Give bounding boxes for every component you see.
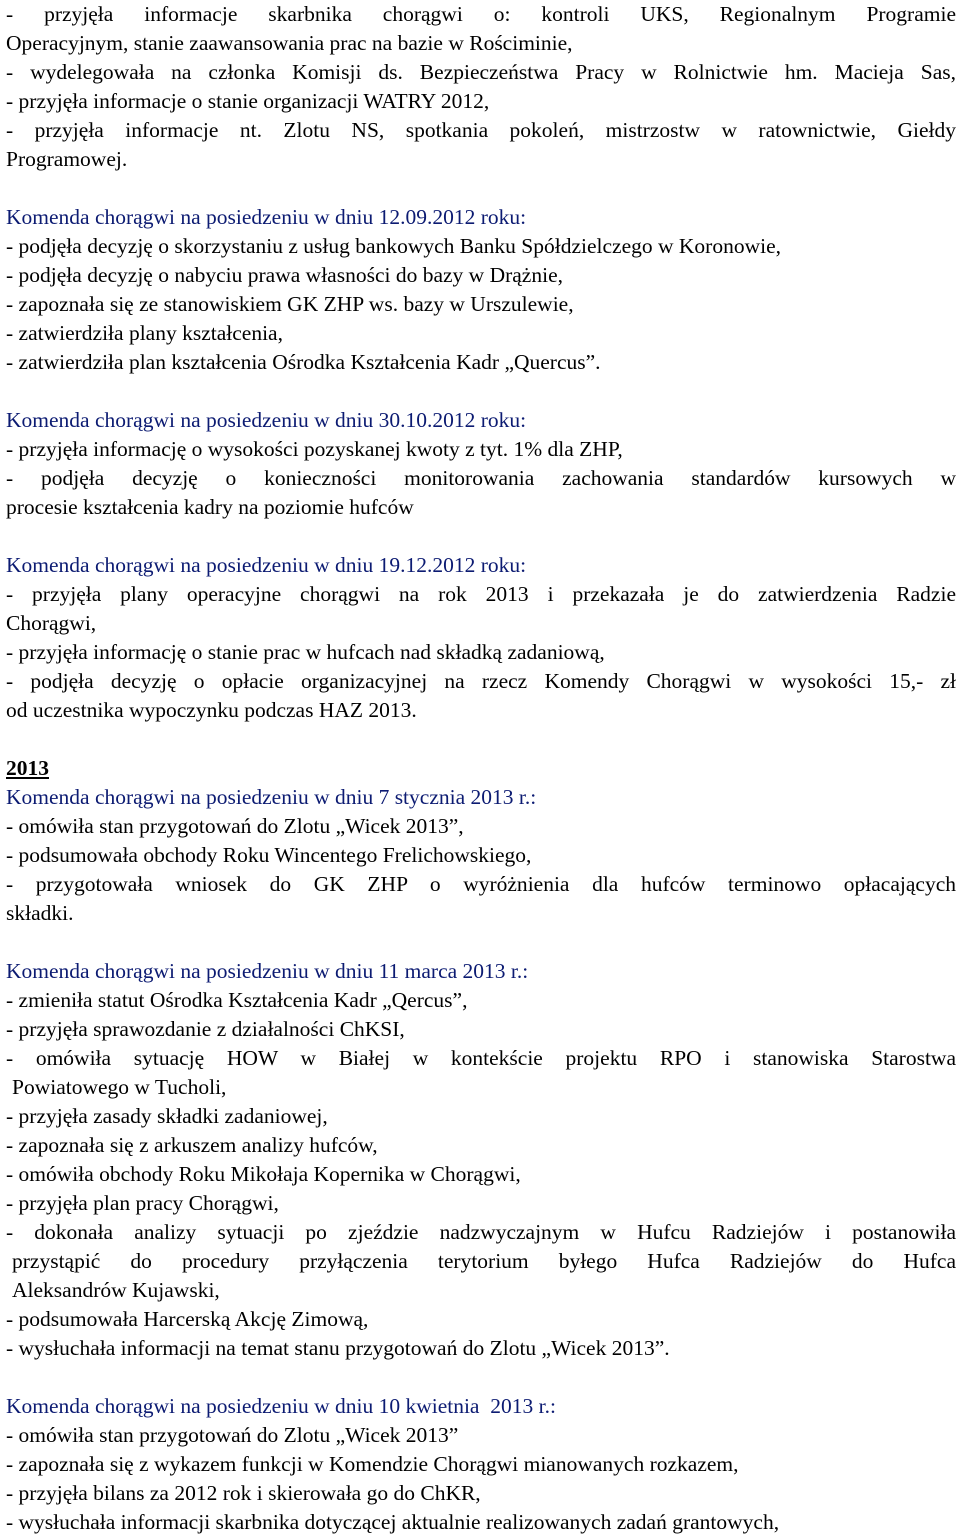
meeting-item: składki. [6,901,74,925]
paragraph-gap [6,928,956,957]
meeting-section [6,203,956,377]
meeting-item: - zapoznała się z arkuszem analizy hufców, [6,1133,378,1157]
meeting-item: - przyjęła plany operacyjne chorągwi na rok 2013 i przekazała je do zatwierdzenia Radzie [6,582,956,606]
meeting-item: - wysłuchała informacji skarbnika dotyczącej aktualnie realizowanych zadań grantowych, [6,1510,780,1534]
intro-line: - przyjęła informacje skarbnika chorągwi o: kontroli UKS, Regionalnym Programie [6,2,956,26]
intro-line: Operacyjnym, stanie zaawansowania prac na bazie w Rościminie, [6,31,573,55]
meeting-item: - podjęła decyzję o nabyciu prawa własności do bazy w Drążnie, [6,263,563,287]
meeting-item: Powiatowego w Tucholi, [12,1075,227,1099]
meeting-section [6,406,956,522]
meeting-item: - dokonała analizy sytuacji po zjeździe nadzwyczajnym w Hufcu Radziejów i postanowiła [6,1220,956,1244]
meeting-section [6,783,956,928]
meeting-item: od uczestnika wypoczynku podczas HAZ 2013. [6,698,417,722]
meeting-item: - podsumowała obchody Roku Wincentego Frelichowskiego, [6,843,532,867]
meeting-item: - przyjęła informację o stanie prac w hufcach nad składką zadaniową, [6,640,605,664]
year-heading: 2013 [6,756,49,780]
intro-line: - przyjęła informacje o stanie organizacji WATRY 2012, [6,89,490,113]
paragraph-gap [6,1363,956,1392]
meeting-item: - omówiła sytuację HOW w Białej w kontekście projektu RPO i stanowiska Starostwa [6,1046,956,1070]
meeting-item: - podjęła decyzję o opłacie organizacyjnej na rzecz Komendy Chorągwi w wysokości 15,- zł [6,669,956,693]
meeting-section [6,1392,956,1537]
meeting-item: - zatwierdziła plany kształcenia, [6,321,283,345]
meeting-item: - podsumowała Harcerską Akcję Zimową, [6,1307,369,1331]
meeting-section [6,551,956,725]
intro-line: - wydelegowała na członka Komisji ds. Bezpieczeństwa Pracy w Rolnictwie hm. Macieja Sas, [6,60,956,84]
meeting-item: Aleksandrów Kujawski, [12,1278,220,1302]
meeting-heading: Komenda chorągwi na posiedzeniu w dniu 7 stycznia 2013 r.: [6,785,537,809]
meeting-item: - przyjęła bilans za 2012 rok i skierowała go do ChKR, [6,1481,481,1505]
meeting-heading: Komenda chorągwi na posiedzeniu w dniu 10 kwietnia 2013 r.: [6,1394,556,1418]
meeting-heading: Komenda chorągwi na posiedzeniu w dniu 11 marca 2013 r.: [6,959,529,983]
meeting-item: - wysłuchała informacji na temat stanu przygotowań do Zlotu „Wicek 2013”. [6,1336,670,1360]
meeting-item: - podjęła decyzję o konieczności monitorowania zachowania standardów kursowych w [6,466,956,490]
meeting-heading: Komenda chorągwi na posiedzeniu w dniu 12.09.2012 roku: [6,205,527,229]
meeting-item: - przygotowała wniosek do GK ZHP o wyróżnienia dla hufców terminowo opłacających [6,872,956,896]
intro-section [6,0,956,174]
meeting-item: - przyjęła zasady składki zadaniowej, [6,1104,328,1128]
meeting-heading: Komenda chorągwi na posiedzeniu w dniu 30.10.2012 roku: [6,408,527,432]
intro-line: Programowej. [6,147,128,171]
meeting-item: - zapoznała się z wykazem funkcji w Komendzie Chorągwi mianowanych rozkazem, [6,1452,739,1476]
meeting-heading: Komenda chorągwi na posiedzeniu w dniu 19.12.2012 roku: [6,553,527,577]
paragraph-gap [6,377,956,406]
meeting-item: - omówiła obchody Roku Mikołaja Kopernika w Chorągwi, [6,1162,521,1186]
meeting-section [6,957,956,1363]
document-page [6,0,956,1537]
meeting-item: - przyjęła plan pracy Chorągwi, [6,1191,279,1215]
meeting-item: - zapoznała się ze stanowiskiem GK ZHP ws. bazy w Urszulewie, [6,292,574,316]
meeting-item: - przyjęła informację o wysokości pozyskanej kwoty z tyt. 1% dla ZHP, [6,437,623,461]
meeting-item: - podjęła decyzję o skorzystaniu z usług bankowych Banku Spółdzielczego w Koronowie, [6,234,781,258]
intro-line: - przyjęła informacje nt. Zlotu NS, spotkania pokoleń, mistrzostw w ratownictwie, Giełdy [6,118,956,142]
paragraph-gap [6,522,956,551]
meeting-item: - zmieniła statut Ośrodka Kształcenia Kadr „Qercus”, [6,988,468,1012]
meeting-item: Chorągwi, [6,611,97,635]
meeting-item: - zatwierdziła plan kształcenia Ośrodka Kształcenia Kadr „Quercus”. [6,350,601,374]
paragraph-gap [6,174,956,203]
meeting-item: - omówiła stan przygotowań do Zlotu „Wicek 2013” [6,1423,459,1447]
paragraph-gap [6,725,956,754]
meeting-item: procesie kształcenia kadry na poziomie hufców [6,495,414,519]
meeting-item: przystąpić do procedury przyłączenia terytorium byłego Hufca Radziejów do Hufca [12,1249,956,1273]
meeting-item: - przyjęła sprawozdanie z działalności ChKSI, [6,1017,405,1041]
meeting-item: - omówiła stan przygotowań do Zlotu „Wicek 2013”, [6,814,464,838]
